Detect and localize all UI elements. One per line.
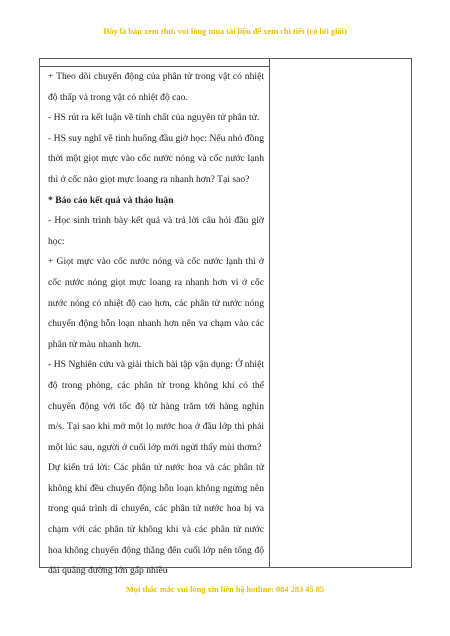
paragraph-expected-answer: Dự kiến trả lời: Các phân tử nước hoa và các phân tử không khí đều chuyển động hỗn loạn không ngừng nên trong quá trình di chuyển, các phân tử nước hoa bị va chạm với các phân tử không khí và các phân tử nước hoa không chuyển động thẳng đến cuối lớp nên tổng độ dài quãng đường lớn gấp nhiều <box>48 462 264 577</box>
paragraph-present-results: - Học sinh trình bày kết quả và trả lời câu hỏi đầu giờ học: <box>48 215 264 247</box>
paragraph-conclusion: - HS rút ra kết luận về tính chất của nguyên tử phân tử. <box>48 112 260 124</box>
preview-notice-banner: Đây là bản xem thử, vui lòng mua tài liệu để xem chi tiết (có lời giải) <box>103 27 347 36</box>
section-heading-report: * Báo cáo kết quả và thảo luận <box>48 194 174 206</box>
paragraph-observe-motion: + Theo dõi chuyển động của phân tử trong vật có nhiệt độ thấp và trong vật có nhiệt độ cao. <box>48 71 264 103</box>
paragraph-ink-answer: + Giọt mực vào cốc nước nóng và cốc nước lạnh thì ở cốc nước nóng giọt mực loang ra nhanh hơn vì ở cốc nước nóng có nhiệt độ cao hơn, các phân tử nước nóng chuyển động hỗn loạn nhanh hơn nên va chạm vào các phân tử màu nhanh hơn. <box>48 256 264 350</box>
student-activity-cell <box>48 67 264 582</box>
paragraph-ink-question: - HS suy nghĩ về tình huống đầu giờ học: Nếu nhỏ đồng thời một giọt mực vào cốc nước nóng và cốc nước lạnh thì ở cốc nào giọt mực loang ra nhanh hơn? Tại sao? <box>48 132 264 185</box>
paragraph-perfume-exercise: - HS Nghiên cứu và giải thích bài tập vận dụng: Ở nhiệt độ trong phòng, các phân tử trong không khí có thể chuyển động với tốc độ từ hàng trăm tới hàng nghìn m/s. Tại sao khi mở một lọ nước hoa ở đầu lớp thì phải một lúc sau, người ở cuối lớp mới ngửi thấy mùi thơm? <box>48 359 264 453</box>
lesson-table <box>39 58 412 577</box>
hotline-notice-banner: Mọi thắc mắc vui lòng xin liên hệ hotline: 084 283 45 85 <box>125 585 325 594</box>
teacher-notes-cell <box>270 59 412 567</box>
